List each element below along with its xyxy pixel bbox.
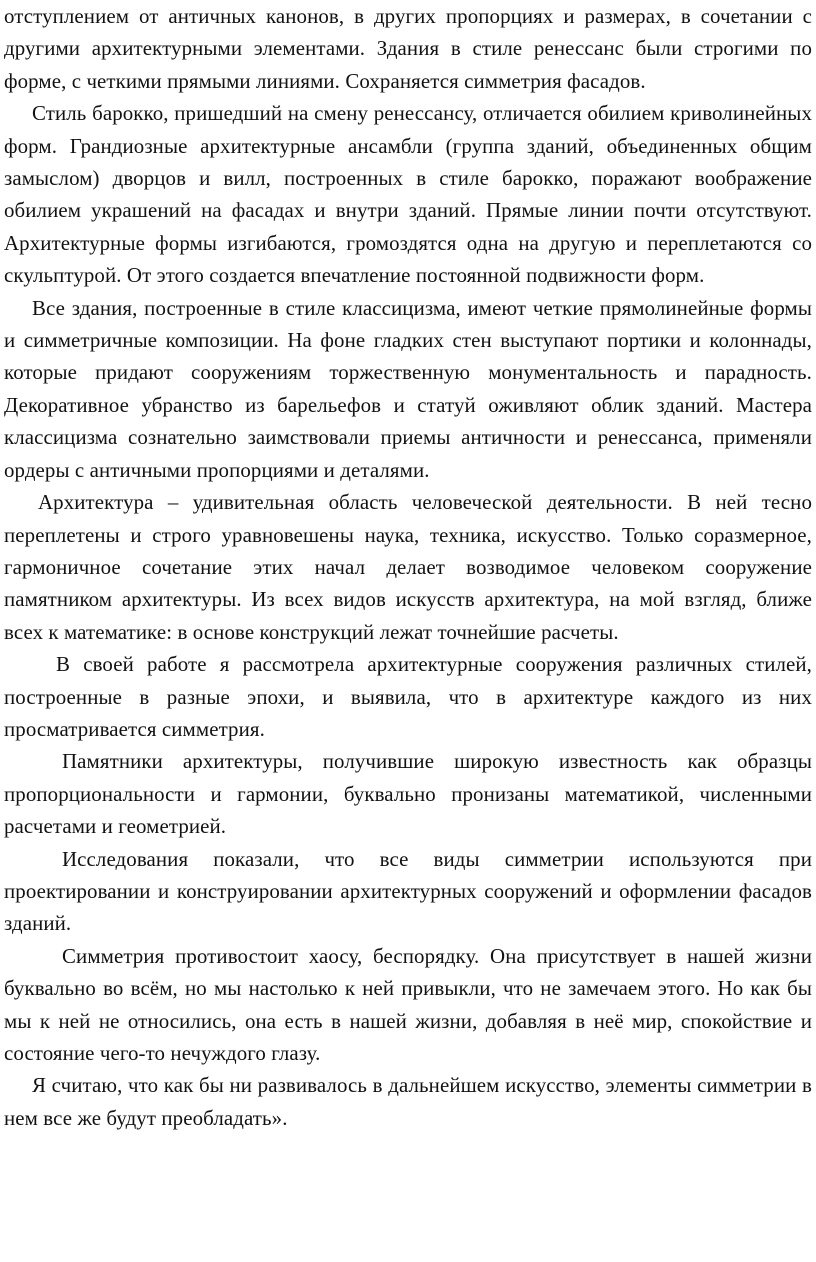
paragraph-monuments: Памятники архитектуры, получившие широкую известность как образцы пропорциональности и гармонии, буквально пронизаны математикой, численными расчетами и геометрией. [4, 749, 812, 839]
paragraph-symmetry-chaos: Симметрия противостоит хаосу, беспорядку. Она присутствует в нашей жизни буквально во всём, но мы настолько к ней привыкли, что не замечаем этого. Но как бы мы к ней не относились, она есть в нашей жизни, добавляя в неё мир, спокойствие и состояние чего-то нечуждого глазу. [4, 943, 812, 1065]
paragraph-classicism: Все здания, построенные в стиле классицизма, имеют четкие прямолинейные формы и симметричные композиции. На фоне гладких стен выступают портики и колоннады, которые придают сооружениям торжественную монументальность и парадность. Декоративное убранство из барельефов и статуй оживляют облик зданий. Мастера классицизма сознательно заимствовали приемы античности и ренессанса, применяли ордеры с античными пропорциями и деталями. [4, 295, 812, 482]
paragraph-my-work: В своей работе я рассмотрела архитектурные сооружения различных стилей, построенные в разные эпохи, и выявила, что в архитектуре каждого из них просматривается симметрия. [4, 652, 812, 741]
paragraph-research: Исследования показали, что все виды симметрии используются при проектировании и конструировании архитектурных сооружений и оформлении фасадов зданий. [4, 846, 812, 936]
paragraph-architecture-definition: Архитектура – удивительная область человеческой деятельности. В ней тесно переплетены и строго уравновешены наука, техника, искусство. Только соразмерное, гармоничное сочетание этих начал делает возводимое человеком сооружение памятником архитектуры. Из всех видов искусств архитектура, на мой взгляд, ближе всех к математике: в основе конструкций лежат точнейшие расчеты. [4, 490, 812, 644]
paragraph-baroque: Стиль барокко, пришедший на смену ренессансу, отличается обилием криволинейных форм. Грандиозные архитектурные ансамбли (группа зданий, объединенных общим замыслом) дворцов и вилл, построенных в стиле барокко, поражают воображение обилием украшений на фасадах и внутри зданий. Прямые линии почти отсутствуют. Архитектурные формы изгибаются, громоздятся одна на другую и переплетаются со скульптурой. От этого создается впечатление постоянной подвижности форм. [4, 101, 812, 288]
paragraph-conclusion: Я считаю, что как бы ни развивалось в дальнейшем искусство, элементы симметрии в нем все же будут преобладать». [4, 1073, 812, 1130]
paragraph-renaissance-ending: отступлением от античных канонов, в других пропорциях и размерах, в сочетании с другими архитектурными элементами. Здания в стиле ренессанс были строгими по форме, с четкими прямыми линиями. Сохраняется симметрия фасадов. [4, 4, 812, 93]
